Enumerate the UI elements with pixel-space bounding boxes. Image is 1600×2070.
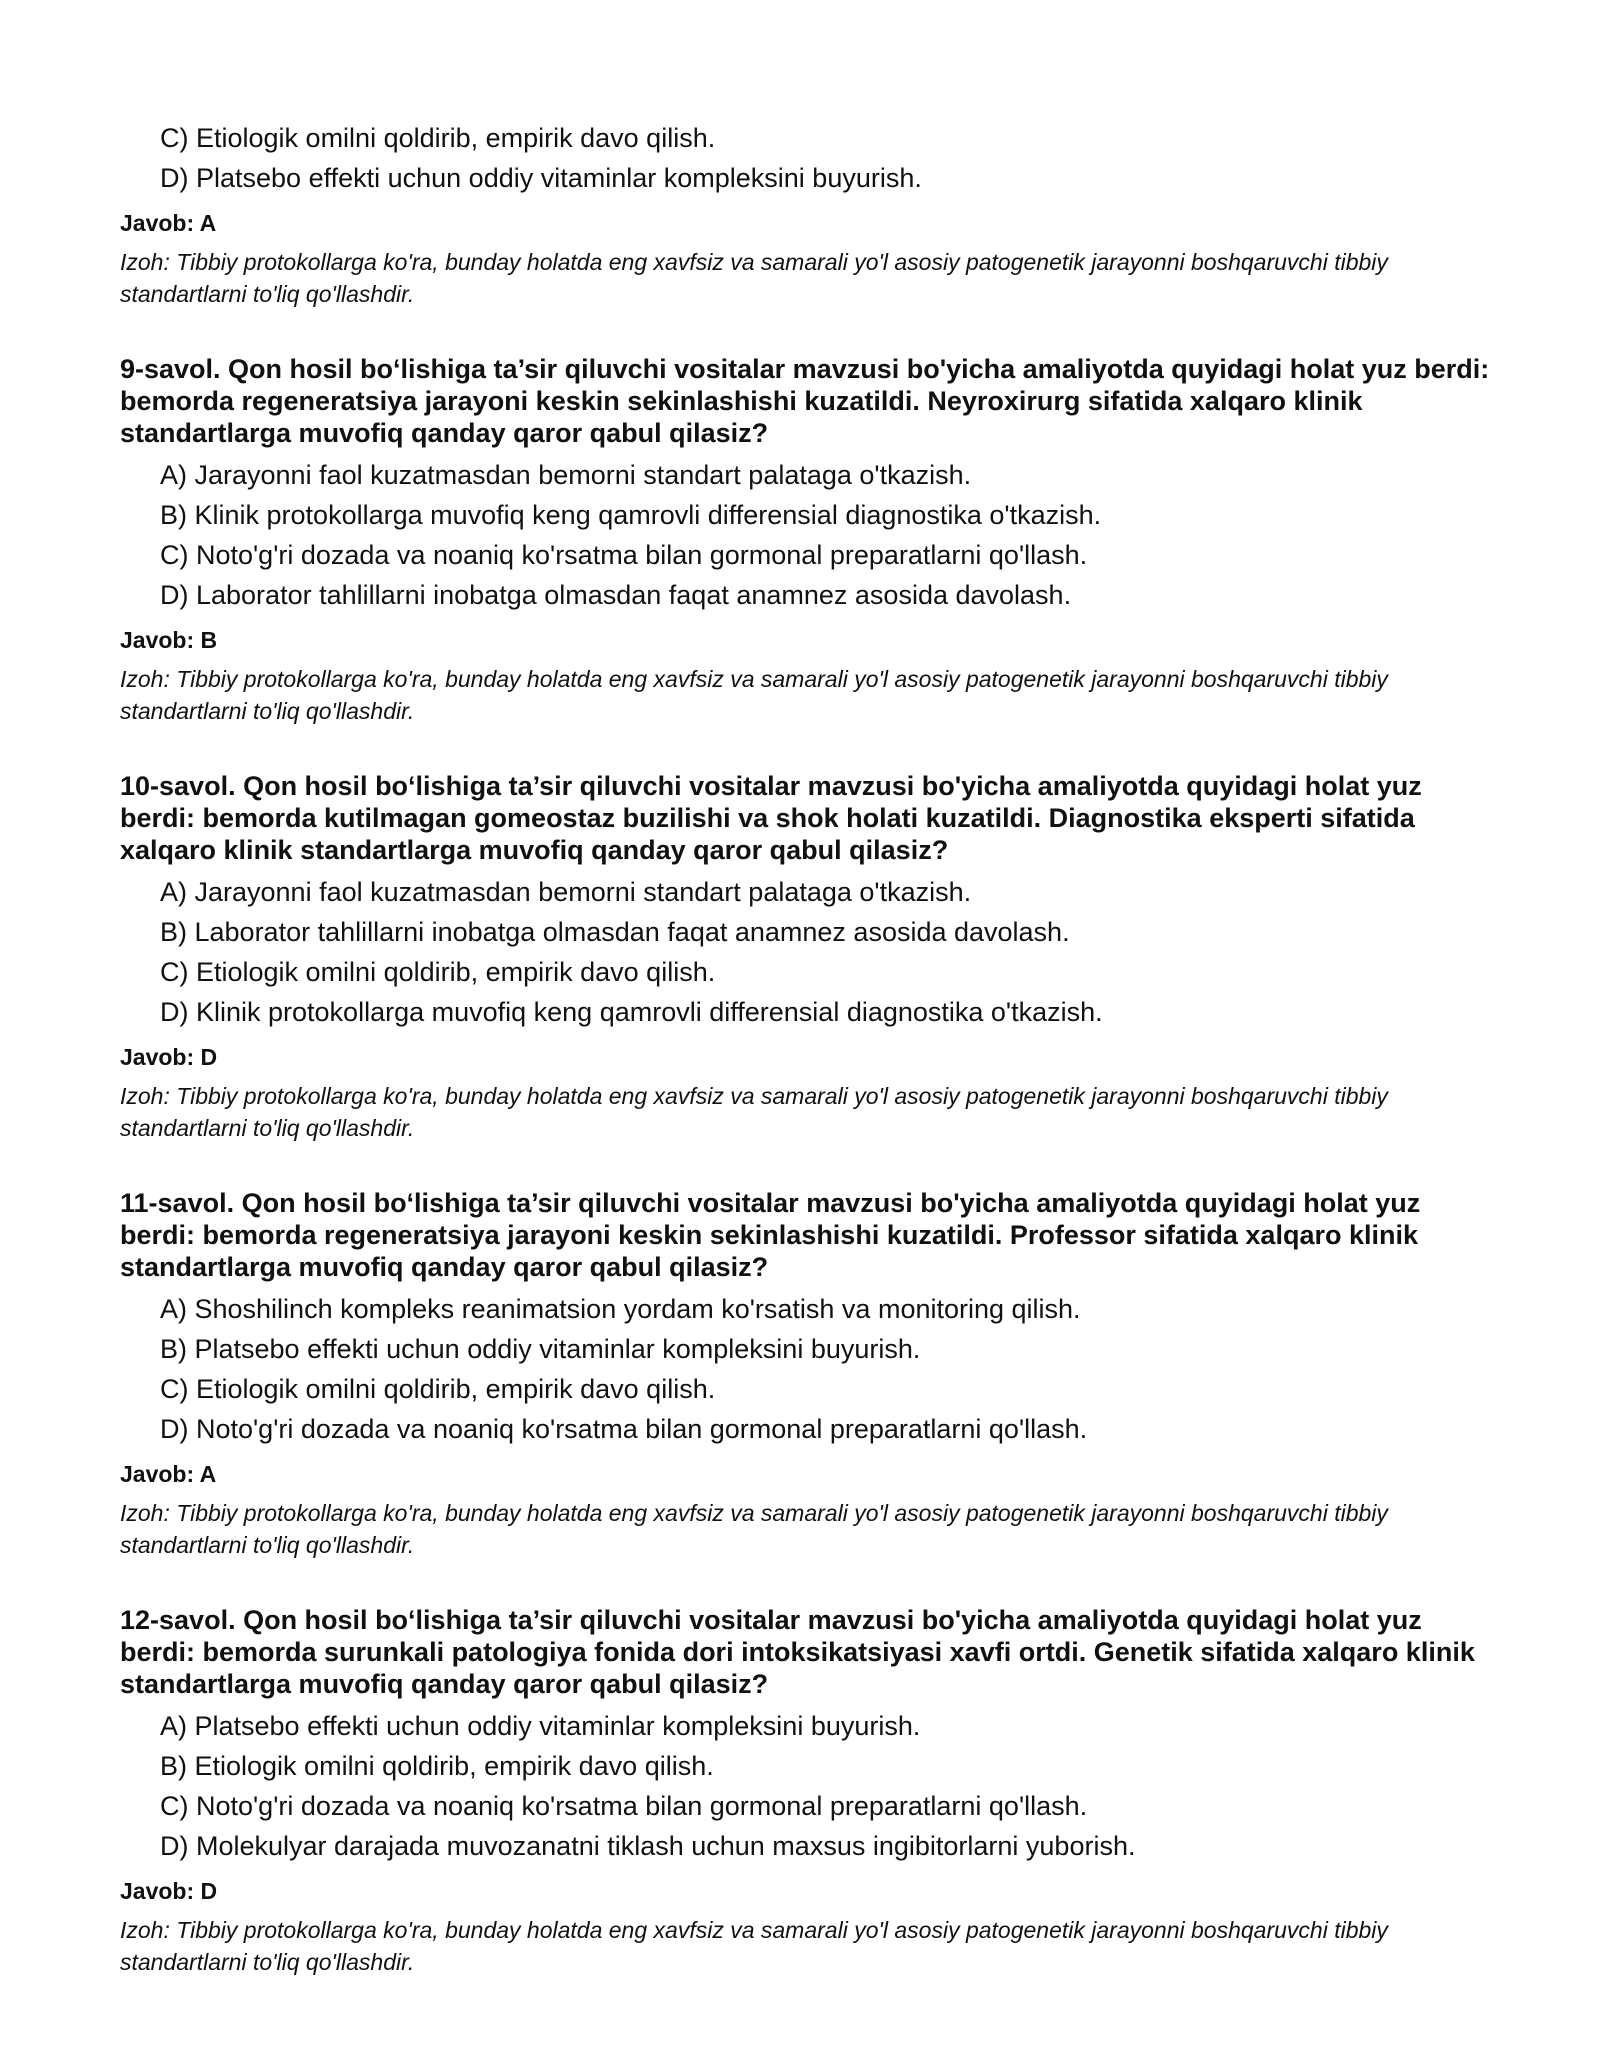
question-block-11 — [120, 1187, 1490, 1561]
option-c: C) Noto'g'ri dozada va noaniq ko'rsatma bilan gormonal preparatlarni qo'llash. — [160, 540, 1088, 570]
answer-label: Javob: D — [120, 1878, 218, 1904]
option-b: B) Etiologik omilni qoldirib, empirik davo qilish. — [160, 1751, 714, 1781]
option-a: A) Jarayonni faol kuzatmasdan bemorni standart palataga o'tkazish. — [160, 877, 972, 907]
option-c: C) Etiologik omilni qoldirib, empirik davo qilish. — [160, 1374, 716, 1404]
question-block-9 — [120, 353, 1490, 727]
question-text: 10-savol. Qon hosil bo‘lishiga ta’sir qiluvchi vositalar mavzusi bo'yicha amaliyotda quyidagi holat yuz berdi: bemorda kutilmagan gomeostaz buzilishi va shok holati kuzatildi. Diagnostika eksperti sifatida xalqaro klinik standartlarga muvofiq qanday qaror qabul qilasiz? — [120, 771, 1422, 865]
option-b: B) Laborator tahlillarni inobatga olmasdan faqat anamnez asosida davolash. — [160, 917, 1070, 947]
option-a: A) Platsebo effekti uchun oddiy vitaminlar kompleksini buyurish. — [160, 1711, 921, 1741]
question-block-8-continued — [120, 118, 1490, 310]
option-d: D) Klinik protokollarga muvofiq keng qamrovli differensial diagnostika o'tkazish. — [160, 997, 1103, 1027]
option-b: B) Platsebo effekti uchun oddiy vitaminlar kompleksini buyurish. — [160, 1334, 921, 1364]
question-block-10 — [120, 770, 1490, 1144]
option-c: C) Etiologik omilni qoldirib, empirik davo qilish. — [160, 123, 716, 153]
option-b: B) Klinik protokollarga muvofiq keng qamrovli differensial diagnostika o'tkazish. — [160, 500, 1102, 530]
option-d: D) Platsebo effekti uchun oddiy vitaminlar kompleksini buyurish. — [160, 163, 922, 193]
explanation-note: Izoh: Tibbiy protokollarga ko'ra, bunday holatda eng xavfsiz va samarali yo'l asosiy patogenetik jarayonni boshqaruvchi tibbiy standartlarni to'liq qo'llashdir. — [120, 1083, 1388, 1141]
question-text: 9-savol. Qon hosil bo‘lishiga ta’sir qiluvchi vositalar mavzusi bo'yicha amaliyotda quyidagi holat yuz berdi: bemorda regeneratsiya jarayoni keskin sekinlashishi kuzatildi. Neyroxirurg sifatida xalqaro klinik standartlarga muvofiq qanday qaror qabul qilasiz? — [120, 354, 1490, 448]
explanation-note: Izoh: Tibbiy protokollarga ko'ra, bunday holatda eng xavfsiz va samarali yo'l asosiy patogenetik jarayonni boshqaruvchi tibbiy standartlarni to'liq qo'llashdir. — [120, 666, 1388, 724]
option-d: D) Noto'g'ri dozada va noaniq ko'rsatma bilan gormonal preparatlarni qo'llash. — [160, 1414, 1088, 1444]
explanation-note: Izoh: Tibbiy protokollarga ko'ra, bunday holatda eng xavfsiz va samarali yo'l asosiy patogenetik jarayonni boshqaruvchi tibbiy standartlarni to'liq qo'llashdir. — [120, 1917, 1388, 1975]
answer-label: Javob: A — [120, 210, 217, 236]
answer-label: Javob: A — [120, 1461, 217, 1487]
option-a: A) Jarayonni faol kuzatmasdan bemorni standart palataga o'tkazish. — [160, 460, 972, 490]
answer-label: Javob: B — [120, 627, 218, 653]
option-c: C) Noto'g'ri dozada va noaniq ko'rsatma bilan gormonal preparatlarni qo'llash. — [160, 1791, 1088, 1821]
document-page — [120, 118, 1490, 1978]
option-d: D) Molekulyar darajada muvozanatni tiklash uchun maxsus ingibitorlarni yuborish. — [160, 1831, 1136, 1861]
answer-label: Javob: D — [120, 1044, 218, 1070]
question-text: 12-savol. Qon hosil bo‘lishiga ta’sir qiluvchi vositalar mavzusi bo'yicha amaliyotda quyidagi holat yuz berdi: bemorda surunkali patologiya fonida dori intoksikatsiyasi xavfi ortdi. Genetik sifatida xalqaro klinik standartlarga muvofiq qanday qaror qabul qilasiz? — [120, 1605, 1475, 1699]
option-a: A) Shoshilinch kompleks reanimatsion yordam ko'rsatish va monitoring qilish. — [160, 1294, 1081, 1324]
explanation-note: Izoh: Tibbiy protokollarga ko'ra, bunday holatda eng xavfsiz va samarali yo'l asosiy patogenetik jarayonni boshqaruvchi tibbiy standartlarni to'liq qo'llashdir. — [120, 249, 1388, 307]
question-block-12 — [120, 1604, 1490, 1978]
option-d: D) Laborator tahlillarni inobatga olmasdan faqat anamnez asosida davolash. — [160, 580, 1072, 610]
question-text: 11-savol. Qon hosil bo‘lishiga ta’sir qiluvchi vositalar mavzusi bo'yicha amaliyotda quyidagi holat yuz berdi: bemorda regeneratsiya jarayoni keskin sekinlashishi kuzatildi. Professor sifatida xalqaro klinik standartlarga muvofiq qanday qaror qabul qilasiz? — [120, 1188, 1421, 1282]
option-c: C) Etiologik omilni qoldirib, empirik davo qilish. — [160, 957, 716, 987]
explanation-note: Izoh: Tibbiy protokollarga ko'ra, bunday holatda eng xavfsiz va samarali yo'l asosiy patogenetik jarayonni boshqaruvchi tibbiy standartlarni to'liq qo'llashdir. — [120, 1500, 1388, 1558]
